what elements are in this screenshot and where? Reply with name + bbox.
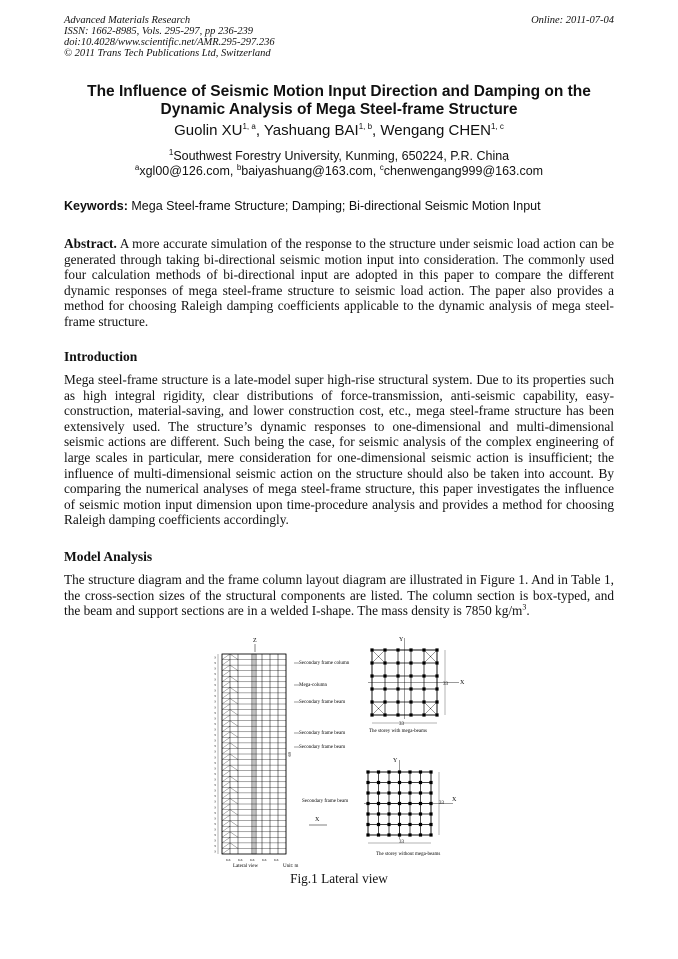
column-node [419,823,422,826]
keywords-text: Mega Steel-frame Structure; Damping; Bi-directional Seismic Motion Input [131,199,541,213]
brace [222,765,230,771]
height-dimension: 69 [287,752,292,757]
storey-dimension: 3 [214,849,216,854]
storey-dimension: 3 [214,821,216,826]
storey-dimension: 3 [214,710,216,715]
column-node [387,781,390,784]
column-node [429,823,432,826]
secondary-frame-beam-label: Secondary frame beam [299,745,346,750]
brace [222,837,230,843]
brace [230,687,238,693]
brace [222,832,230,838]
column-node [377,781,380,784]
plan-dimension: 33 [443,682,448,687]
column-node [435,687,438,690]
brace [222,654,230,660]
column-node [396,687,399,690]
brace [230,776,238,782]
y-axis-label: Y [393,758,398,764]
storey-dimension: 3 [214,844,216,849]
storey-dimension: 3 [214,827,216,832]
plan-dimension: 33 [439,801,444,806]
brace [222,743,230,749]
storey-dimension: 3 [214,760,216,765]
brace [222,754,230,760]
lateral-view-label: Lateral view [233,864,259,869]
column-node [409,648,412,651]
brace [230,821,238,827]
column-node [408,823,411,826]
column-node [396,700,399,703]
column-node [377,791,380,794]
email-link[interactable]: chenwengang999@163.com [383,164,544,178]
storey-dimension: 3 [214,721,216,726]
x-axis-label: X [315,817,320,823]
keywords-label: Keywords: [64,199,128,213]
storey-dimension: 3 [214,771,216,776]
email-sup: a [134,162,140,172]
brace [230,843,238,849]
storey-dimension: 3 [214,683,216,688]
email-link[interactable]: baiyashuang@163.com [241,164,373,178]
email-sup: b [236,162,242,172]
affiliation-text: Southwest Forestry University, Kunming, 650224, P.R. China [173,149,510,163]
brace [222,704,230,710]
model-analysis-body: The structure diagram and the frame column layout diagram are illustrated in Figure 1. And in Table 1, the cross-section sizes of the structural components are listed. The column section is box-typed, and the beam and support sections are in a welded I-shape. The mass density is 7850 kg/m [64,572,614,619]
storey-dimension: 3 [214,777,216,782]
column-node [422,674,425,677]
column-node [408,791,411,794]
column-node [396,674,399,677]
column-node [429,791,432,794]
storey-dimension: 3 [214,805,216,810]
storey-dimension: 3 [214,671,216,676]
brace [222,737,230,743]
issn-line: ISSN: 1662-8985, Vols. 295-297, pp 236-239 [64,26,253,37]
column-node [377,812,380,815]
brace [222,804,230,810]
column-node [366,833,369,836]
column-node [419,770,422,773]
storey-dimension: 3 [214,766,216,771]
storey-dimension: 3 [214,755,216,760]
storey-dimension: 3 [214,716,216,721]
brace [230,732,238,738]
column-node [387,833,390,836]
column-node [366,812,369,815]
storey-dimension: 3 [214,738,216,743]
abstract-text: A more accurate simulation of the response to the structure under seismic load action can be generated through taking bi-directional seismic motion input into consideration. The commonly used four calculation methods of bi-directional input are adopted in this paper to compare the different dynamic responses of mega steel-frame structure to seismic load action. The paper also provides a method for choosing Raleigh damping coefficients applicable to the dynamic analysis of mega steel-frame structure. [64,236,614,329]
storey-with-mega-beams-label: The storey with mega-beams [369,729,427,734]
storey-dimension: 3 [214,744,216,749]
column-node [383,674,386,677]
brace [222,782,230,788]
column-node [435,674,438,677]
brace [222,815,230,821]
storey-dimension: 3 [214,783,216,788]
model-analysis-text [64,572,614,619]
bay-dimension: 6.6 [250,858,255,862]
abstract [64,236,614,330]
column-node [409,700,412,703]
lateral-view-drawing [214,654,286,862]
storey-dimension: 3 [214,799,216,804]
column-node [387,770,390,773]
storey-dimension: 3 [214,733,216,738]
column-node [408,812,411,815]
storey-without-mega-beams-label: The storey without mega-beams [376,852,441,857]
brace [222,682,230,688]
column-node [429,770,432,773]
brace [222,821,230,827]
column-node [409,661,412,664]
column-node [419,781,422,784]
affiliation [64,149,614,164]
storey-dimension: 3 [214,788,216,793]
column-node [370,687,373,690]
storey-dimension: 3 [214,794,216,799]
column-node [377,823,380,826]
column-node [366,823,369,826]
storey-dimension: 3 [214,694,216,699]
structure-figure [206,636,476,870]
column-node [377,770,380,773]
column-node [409,674,412,677]
column-node [409,713,412,716]
column-node [429,781,432,784]
storey-dimension: 3 [214,655,216,660]
journal-info [64,15,275,59]
column-node [429,833,432,836]
copyright-line: © 2011 Trans Tech Publications Ltd, Switzerland [64,48,271,59]
brace [222,698,230,704]
storey-dimension: 3 [214,699,216,704]
bay-dimension: 6.6 [226,858,231,862]
unit-label: Unit: m [283,864,299,869]
column-node [419,791,422,794]
paper-title: The Influence of Seismic Motion Input Direction and Damping on the Dynamic Analysis of Mega Steel-frame Structure [87,83,591,118]
brace [230,654,238,660]
brace [222,776,230,782]
model-analysis-heading: Model Analysis [64,549,153,564]
bay-dimension: 6.6 [262,858,267,862]
brace [230,665,238,671]
storey-dimension: 3 [214,705,216,710]
column-node [408,833,411,836]
secondary-frame-beam-label: Secondary frame beam [299,731,346,736]
brace [222,671,230,677]
brace [230,676,238,682]
brace [222,748,230,754]
brace [222,732,230,738]
column-node [396,713,399,716]
journal-name: Advanced Materials Research [64,15,191,26]
storey-dimension: 3 [214,688,216,693]
author-name: Yashuang BAI [263,122,359,139]
author-sup: 1, a [242,122,256,131]
storey-dimension: 3 [214,749,216,754]
brace [222,726,230,732]
column-node [383,687,386,690]
online-date: Online: 2011-07-04 [531,15,614,26]
brace [230,798,238,804]
figure-caption: Fig.1 Lateral view [290,871,388,886]
brace [222,676,230,682]
storey-dimension: 3 [214,660,216,665]
secondary-frame-column-label: Secondary frame column [299,661,350,666]
column-node [366,770,369,773]
storey-dimension: 3 [214,833,216,838]
secondary-frame-beam-label: Secondary frame beam [302,799,349,804]
brace [230,754,238,760]
storey-dimension: 3 [214,666,216,671]
storey-dimension: 3 [214,727,216,732]
brace [222,793,230,799]
brace [222,843,230,849]
brace [222,771,230,777]
column-node [429,812,432,815]
brace [222,787,230,793]
storey-dimension: 3 [214,816,216,821]
brace [230,743,238,749]
column-node [387,791,390,794]
brace [222,710,230,716]
mega-column-label: Mega-column [299,683,328,688]
brace [222,826,230,832]
brace [222,798,230,804]
column-node [366,791,369,794]
plan-dimension: 33 [399,840,404,845]
brace [222,848,230,854]
affiliation-sup: 1 [168,147,174,157]
brace [230,710,238,716]
column-node [408,781,411,784]
email-sup: c [379,162,384,172]
brace [222,721,230,727]
column-node [396,661,399,664]
column-node [377,833,380,836]
sentence-end: . [526,603,530,619]
brace [230,765,238,771]
brace [230,721,238,727]
brace [222,687,230,693]
unit-exponent: 3 [522,602,527,612]
brace [222,810,230,816]
doi-line: doi:10.4028/www.scientific.net/AMR.295-297.236 [64,37,275,48]
author-sup: 1, b [358,122,373,131]
abstract-label: Abstract. [64,236,117,251]
plan-with-mega-beams [368,638,459,723]
brace [230,810,238,816]
column-node [396,648,399,651]
plan-dimension: 33 [399,722,404,727]
storey-dimension: 3 [214,838,216,843]
column-node [370,674,373,677]
column-node [387,823,390,826]
z-axis-label: Z [253,638,257,644]
column-node [419,833,422,836]
column-node [409,687,412,690]
column-node [387,812,390,815]
secondary-frame-beam-label: Secondary frame beam [299,700,346,705]
column-node [408,770,411,773]
x-axis-label: X [452,797,457,803]
bay-dimension: 6.6 [274,858,279,862]
brace [230,832,238,838]
column-node [419,812,422,815]
brace [222,660,230,666]
storey-dimension: 3 [214,677,216,682]
introduction-heading: Introduction [64,349,138,364]
storey-dimension: 3 [214,810,216,815]
author-list: Guolin XU$^{1, a}$, Yashuang BAI$^{1, b}$, Wengang CHEN$^{1, c}$ [174,122,504,139]
brace [222,693,230,699]
x-axis-label: X [460,680,465,686]
brace [222,715,230,721]
column-node [422,687,425,690]
author-name: Guolin XU [174,122,243,139]
keywords [64,199,614,214]
bay-dimension: 6.6 [238,858,243,862]
author-sup: 1, c [491,122,504,131]
column-node [366,781,369,784]
y-axis-label: Y [399,637,404,643]
brace [230,698,238,704]
author-name: Wengang CHEN [380,122,491,139]
brace [222,665,230,671]
brace [222,760,230,766]
email-link[interactable]: xgl00@126.com [139,164,230,178]
brace [230,787,238,793]
introduction-text: Mega steel-frame structure is a late-model super high-rise structural system. Due to its properties such as high integral rigidity, clear distributions of force-transmission, anti-seismic capability, easy-construction, material-saving, and lower construction cost, etc., mega steel-frame structure has been extensively used. The structure’s dynamic responses to one-dimensional and multi-dimensional seismic actions are different. Such being the case, for seismic analysis of the complex engineering of large scales in particular, mere consideration for one-dimensional seismic action is insufficient; the influence of multi-dimensional seismic action on the structure should also be taken into account. By comparing the numerical analyses of mega steel-frame structure, this paper investigates the influence of seismic motion input dimension upon time-procedure analysis and provides a method for choosing Raleigh damping coefficients accordingly. [64,372,614,528]
email-list: $^a$xgl00@126.com, $^b$baiyashuang@163.com, $^c$chenwengang999@163.com [134,162,544,178]
